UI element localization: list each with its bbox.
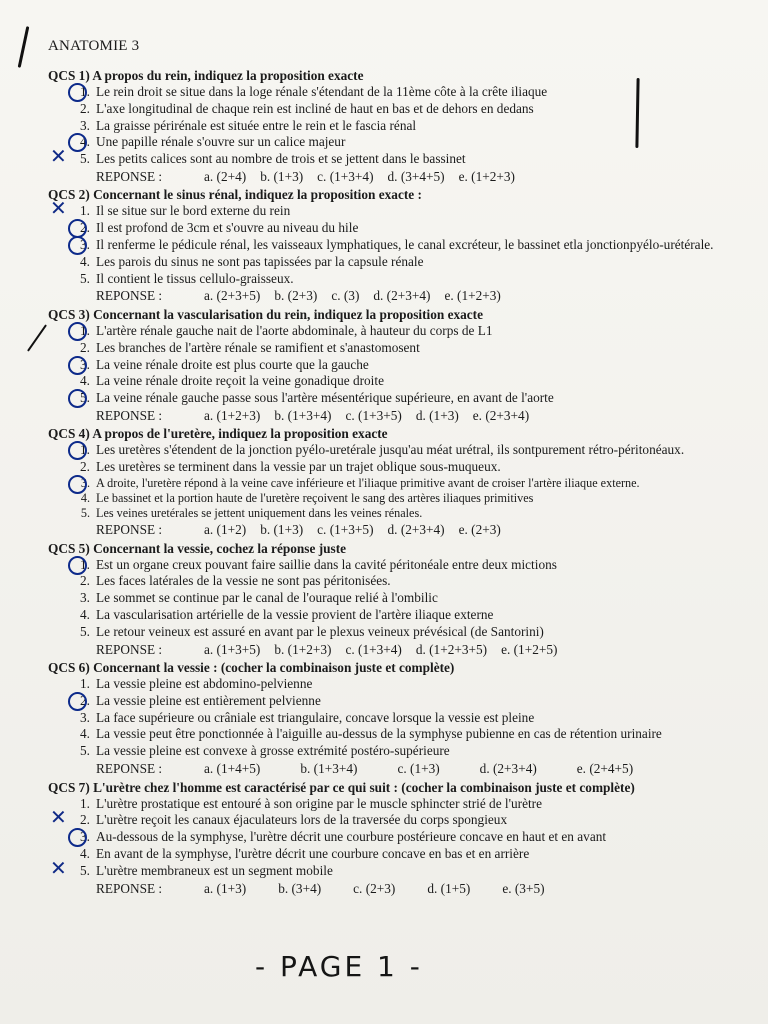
answer-choice[interactable]: e. (2+4+5): [576, 761, 634, 777]
questions-container: [48, 66, 718, 897]
option-number: 1.: [80, 676, 90, 692]
option-number: 1.: [80, 84, 90, 99]
question-block-6: [48, 659, 718, 777]
question-title: QCS 5) Concernant la vessie, cochez la réponse juste: [48, 540, 347, 556]
option-text: L'urètre prostatique est entouré à son origine par le muscle sphincter strié de l'urètre: [96, 795, 543, 811]
option-item: [48, 340, 718, 357]
option-item: [48, 796, 718, 813]
option-item: [48, 271, 718, 288]
response-row: [48, 880, 718, 898]
answer-choice[interactable]: e. (2+3+4): [472, 407, 530, 423]
option-item: [48, 476, 718, 491]
option-item: [48, 323, 718, 340]
option-number: 4.: [80, 373, 90, 389]
option-text: La vessie pleine est entièrement pelvienne: [96, 692, 321, 708]
option-text: Au-dessous de la symphyse, l'urètre décrit une courbure postérieure concave en haut et en avant: [96, 829, 607, 845]
option-text: L'urètre membraneux est un segment mobile: [96, 862, 333, 878]
question-title: QCS 1) A propos du rein, indiquez la proposition exacte: [48, 68, 364, 83]
question-title: QCS 7) L'urètre chez l'homme est caractérisé par ce qui suit : (cocher la combinaison juste et complète): [48, 779, 635, 795]
answer-choice[interactable]: e. (1+2+5): [501, 641, 558, 657]
answer-choice[interactable]: d. (2+3+4): [387, 522, 445, 538]
option-number: 5.: [80, 623, 90, 639]
option-number: 2.: [80, 220, 90, 236]
answer-choice[interactable]: e. (1+2+3): [458, 168, 515, 184]
option-number: 3.: [80, 237, 90, 253]
response-label: REPONSE :: [96, 407, 163, 423]
option-text: La veine rénale droite est plus courte que la gauche: [96, 356, 369, 372]
option-text: La vessie peut être ponctionnée à l'aiguille au-dessus de la symphyse pubienne en cas de rétention urinaire: [96, 726, 662, 742]
option-text: A droite, l'uretère répond à la veine cave inférieure et l'iliaque primitive avant de croiser l'artère iliaque externe.: [96, 476, 640, 491]
option-text: La veine rénale droite reçoit la veine gonadique droite: [96, 373, 384, 389]
question-block-5: [48, 540, 718, 658]
pen-circle-mark: [68, 692, 87, 711]
option-number: 3.: [80, 829, 90, 845]
response-label: REPONSE :: [96, 641, 163, 657]
option-item: [48, 506, 718, 521]
option-text: Le bassinet et la portion haute de l'uretère reçoivent le sang des artères iliaques primitives: [96, 491, 534, 506]
option-number: 1.: [80, 203, 90, 219]
option-number: 2.: [80, 339, 90, 355]
option-number: 2.: [80, 100, 90, 116]
option-number: 4.: [80, 491, 90, 506]
response-label: REPONSE :: [96, 288, 163, 304]
answer-choice[interactable]: a. (1+3): [204, 880, 247, 896]
answer-choice[interactable]: b. (1+3+4): [300, 761, 358, 777]
answer-choice[interactable]: b. (1+3): [260, 522, 304, 538]
handwritten-margin-line-2: [27, 324, 47, 351]
option-text: La vessie pleine est convexe à grosse extrémité postéro-supérieure: [96, 743, 450, 759]
option-text: L'artère rénale gauche nait de l'aorte abdominale, à hauteur du corps de L1: [96, 322, 493, 338]
option-item: [48, 101, 718, 118]
answer-choice[interactable]: b. (2+3): [274, 288, 318, 304]
option-text: Le rein droit se situe dans la loge rénale s'étendant de la 11ème côte à la crête iliaque: [96, 84, 548, 99]
answer-choice[interactable]: a. (2+4): [204, 168, 247, 184]
option-number: 3.: [80, 709, 90, 725]
pen-cross-mark: ✕: [50, 805, 67, 830]
response-row: [48, 287, 718, 305]
option-number: 1.: [80, 795, 90, 811]
option-item: [48, 710, 718, 727]
option-number: 2.: [80, 692, 90, 708]
option-item: [48, 442, 718, 459]
option-text: Les uretères se terminent dans la vessie par un trajet oblique sous-muqueux.: [96, 459, 501, 475]
pen-circle-mark: [68, 83, 87, 102]
pen-cross-mark: ✕: [50, 144, 67, 169]
option-text: En avant de la symphyse, l'urètre décrit une courbure concave en bas et en arrière: [96, 845, 530, 861]
option-item: [48, 624, 718, 641]
option-text: La vessie pleine est abdomino-pelvienne: [96, 676, 313, 692]
option-item: [48, 237, 718, 254]
answer-choice[interactable]: b. (1+2+3): [274, 641, 332, 657]
option-item: [48, 220, 718, 237]
answer-choice[interactable]: c. (1+3): [397, 761, 440, 777]
answer-choice[interactable]: b. (1+3): [260, 168, 304, 184]
document-title: ANATOMIE 3: [48, 38, 140, 54]
answer-choice[interactable]: a. (1+4+5): [204, 761, 261, 777]
option-text: Il renferme le pédicule rénal, les vaisseaux lymphatiques, le canal excréteur, le bassinet etla jonctionpyélo-urétérale.: [96, 237, 714, 253]
pen-cross-mark: ✕: [50, 196, 67, 221]
option-number: 5.: [80, 862, 90, 878]
option-item: [48, 84, 718, 101]
option-number: 4.: [80, 726, 90, 742]
answer-choice[interactable]: c. (1+3+4): [345, 641, 402, 657]
option-text: Il se situe sur le bord externe du rein: [96, 203, 291, 219]
question-title: QCS 3) Concernant la vascularisation du rein, indiquez la proposition exacte: [48, 306, 484, 322]
answer-choice[interactable]: d. (1+3): [415, 407, 459, 423]
answer-choice[interactable]: d. (2+3+4): [373, 288, 431, 304]
question-block-7: [48, 779, 718, 897]
handwritten-slash-mark: [18, 26, 30, 68]
answer-choice[interactable]: c. (1+3+5): [317, 522, 374, 538]
pen-circle-mark: [68, 556, 87, 575]
answer-choice[interactable]: a. (1+2+3): [204, 407, 261, 423]
option-item: [48, 118, 718, 135]
response-row: [48, 521, 718, 539]
option-item: [48, 676, 718, 693]
option-text: La face supérieure ou crâniale est triangulaire, concave lorsque la vessie est pleine: [96, 709, 535, 725]
option-text: La veine rénale gauche passe sous l'artère mésentérique supérieure, en avant de l'aorte: [96, 390, 554, 406]
question-title: QCS 6) Concernant la vessie : (cocher la combinaison juste et complète): [48, 660, 455, 676]
option-item: [48, 590, 718, 607]
option-item: [48, 390, 718, 407]
option-number: 1.: [80, 442, 90, 458]
answer-choice[interactable]: d. (1+2+3+5): [415, 641, 488, 657]
option-text: La graisse périrénale est située entre le rein et le fascia rénal: [96, 117, 417, 133]
pen-circle-mark: [68, 828, 87, 847]
response-row: [48, 407, 718, 425]
option-text: Les parois du sinus ne sont pas tapissées par la capsule rénale: [96, 253, 424, 269]
option-item: [48, 196, 718, 221]
option-number: 3.: [80, 356, 90, 372]
option-item: [48, 459, 718, 476]
question-block-2: [48, 186, 718, 304]
response-row: [48, 760, 718, 778]
answer-choice[interactable]: e. (1+2+3): [444, 288, 501, 304]
option-item: [48, 357, 718, 374]
option-number: 3.: [80, 476, 90, 491]
answer-choice[interactable]: e. (2+3): [458, 522, 501, 538]
option-text: Il contient le tissus cellulo-graisseux.: [96, 270, 294, 286]
answer-choice[interactable]: c. (2+3): [353, 880, 396, 896]
option-number: 4.: [80, 845, 90, 861]
option-text: Le sommet se continue par le canal de l'ouraque relié à l'ombilic: [96, 590, 438, 606]
response-label: REPONSE :: [96, 522, 163, 538]
option-text: Il est profond de 3cm et s'ouvre au niveau du hile: [96, 220, 359, 236]
option-number: 1.: [80, 556, 90, 572]
response-label: REPONSE :: [96, 880, 163, 896]
option-item: [48, 829, 718, 846]
answer-choice[interactable]: a. (1+3+5): [204, 641, 261, 657]
answer-choice[interactable]: c. (1+3+4): [317, 168, 374, 184]
option-item: [48, 557, 718, 574]
option-item: [48, 726, 718, 743]
option-item: [48, 491, 718, 506]
option-text: Les faces latérales de la vessie ne sont pas péritonisées.: [96, 573, 391, 589]
option-number: 5.: [80, 743, 90, 759]
option-text: Les uretères s'étendent de la jonction pyélo-uretérale jusqu'au méat urétral, ils sontpurement rétro-péritonéaux.: [96, 442, 685, 458]
option-number: 3.: [80, 117, 90, 133]
option-number: 5.: [80, 151, 90, 167]
answer-choice[interactable]: e. (3+5): [502, 880, 545, 896]
option-item: [48, 855, 718, 880]
option-item: [48, 743, 718, 760]
option-number: 3.: [80, 590, 90, 606]
option-text: Est un organe creux pouvant faire saillie dans la cavité péritonéale entre deux mictions: [96, 556, 557, 572]
answer-choice[interactable]: a. (2+3+5): [204, 288, 261, 304]
option-item: [48, 144, 718, 169]
page-footer: - PAGE 1 -: [255, 950, 423, 983]
option-text: Les branches de l'artère rénale se ramifient et s'anastomosent: [96, 339, 420, 355]
answer-choice[interactable]: d. (1+5): [427, 880, 471, 896]
answer-choice[interactable]: c. (1+3+5): [345, 407, 402, 423]
pen-cross-mark: ✕: [50, 855, 67, 880]
option-text: Le retour veineux est assuré en avant par le plexus veineux prévésical (de Santorini): [96, 623, 544, 639]
option-number: 4.: [80, 134, 90, 150]
option-number: 2.: [80, 573, 90, 589]
option-item: [48, 373, 718, 390]
option-text: Les veines uretérales se jettent uniquement dans les veines rénales.: [96, 506, 423, 521]
answer-choice[interactable]: a. (1+2): [204, 522, 247, 538]
option-item: [48, 134, 718, 151]
pen-circle-mark: [68, 356, 87, 375]
question-title: QCS 2) Concernant le sinus rénal, indiquez la proposition exacte :: [48, 187, 422, 203]
response-row: [48, 168, 718, 186]
option-item: [48, 607, 718, 624]
option-item: [48, 693, 718, 710]
question-block-1: [48, 67, 718, 185]
option-item: [48, 254, 718, 271]
answer-choice[interactable]: c. (3): [331, 288, 360, 304]
option-number: 1.: [80, 322, 90, 338]
answer-choice[interactable]: b. (3+4): [278, 880, 322, 896]
response-row: [48, 641, 718, 659]
option-text: La vascularisation artérielle de la vessie provient de l'artère iliaque externe: [96, 606, 494, 622]
option-number: 4.: [80, 253, 90, 269]
response-label: REPONSE :: [96, 761, 163, 777]
answer-choice[interactable]: d. (3+4+5): [387, 168, 445, 184]
question-block-4: [48, 425, 718, 538]
question-title: QCS 4) A propos de l'uretère, indiquez la proposition exacte: [48, 426, 388, 442]
option-text: Les petits calices sont au nombre de trois et se jettent dans le bassinet: [96, 151, 466, 167]
option-text: L'axe longitudinal de chaque rein est incliné de haut en bas et de dehors en dedans: [96, 100, 534, 116]
option-number: 5.: [80, 270, 90, 286]
pen-circle-mark: [68, 236, 87, 255]
answer-choice[interactable]: b. (1+3+4): [274, 407, 332, 423]
question-block-3: [48, 306, 718, 424]
option-number: 4.: [80, 606, 90, 622]
answer-choice[interactable]: d. (2+3+4): [479, 761, 537, 777]
response-label: REPONSE :: [96, 168, 163, 184]
option-item: [48, 573, 718, 590]
option-item: [48, 846, 718, 863]
option-number: 2.: [80, 459, 90, 475]
option-text: L'urètre reçoit les canaux éjaculateurs lors de la traversée du corps spongieux: [96, 812, 508, 828]
pen-circle-mark: [68, 322, 87, 341]
option-number: 2.: [80, 812, 90, 828]
option-number: 5.: [80, 506, 90, 521]
option-number: 5.: [80, 390, 90, 406]
option-text: Une papille rénale s'ouvre sur un calice majeur: [96, 134, 346, 150]
option-item: [48, 805, 718, 830]
